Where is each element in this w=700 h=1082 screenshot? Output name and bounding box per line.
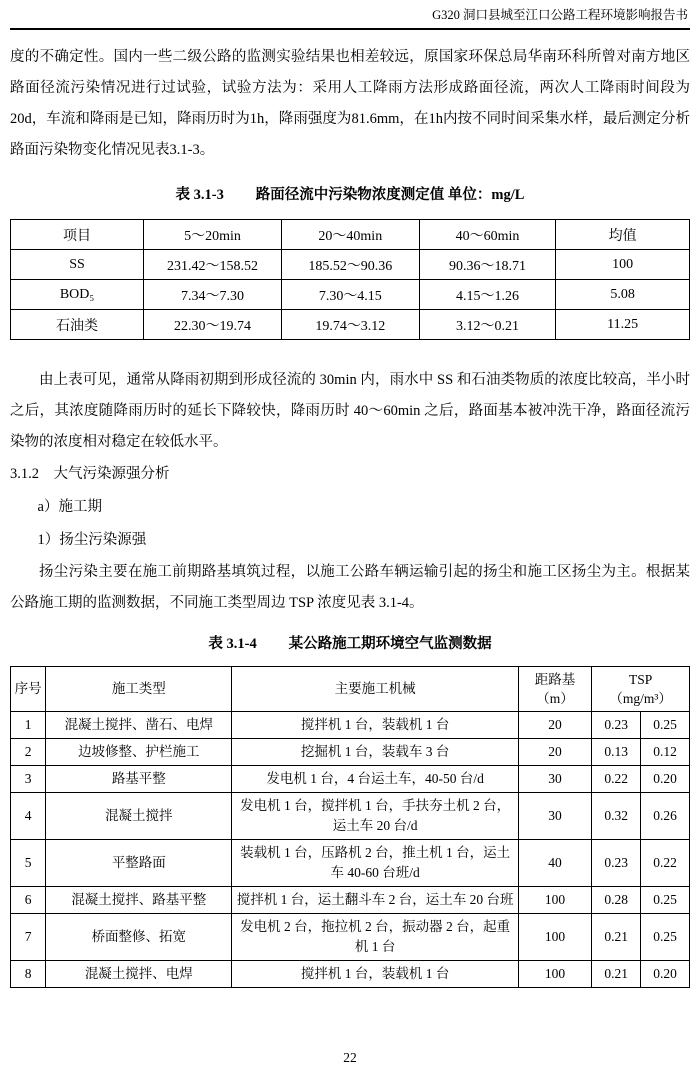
table-row	[11, 250, 690, 280]
paragraph-dust-intro: 扬尘污染主要在施工前期路基填筑过程，以施工公路车辆运输引起的扬尘和施工区扬尘为主。根据某公路施工期的监测数据，不同施工类型周边 TSP 浓度见表 3.1‐4。	[10, 564, 690, 611]
table-cell: 平整路面	[46, 840, 232, 887]
table-cell: 6	[11, 887, 46, 914]
table-row	[11, 887, 690, 914]
runoff-table-caption-label: 表 3.1‐3	[175, 187, 224, 203]
table-row	[11, 310, 690, 340]
table-cell: 0.23	[592, 840, 641, 887]
table-row	[11, 914, 690, 961]
air-table-caption-title: 某公路施工期环境空气监测数据	[288, 636, 492, 652]
table-row	[11, 961, 690, 988]
table-row	[11, 739, 690, 766]
runoff-table-header-row	[11, 220, 690, 250]
table-cell: 混凝土搅拌、电焊	[46, 961, 232, 988]
table-cell: 30	[518, 793, 591, 840]
table-cell: SS	[11, 250, 144, 280]
table-cell: 边坡修整、护栏施工	[46, 739, 232, 766]
table-cell: 桥面整修、拓宽	[46, 914, 232, 961]
table-cell: 7	[11, 914, 46, 961]
table-cell: 20	[518, 712, 591, 739]
table-row	[11, 280, 690, 310]
table-cell: 100	[518, 961, 591, 988]
air-header-construction-type: 施工类型	[46, 667, 232, 712]
table-cell: 40	[518, 840, 591, 887]
table-cell: 0.26	[641, 793, 690, 840]
table-cell: 发电机 1 台，4 台运土车，40-50 台/d	[232, 766, 519, 793]
table-cell: 7.30～4.15	[281, 280, 419, 310]
table-cell: 30	[518, 766, 591, 793]
table-cell: 100	[556, 250, 690, 280]
table-cell: 0.21	[592, 914, 641, 961]
runoff-header-item: 项目	[11, 220, 144, 250]
table-cell: 石油类	[11, 310, 144, 340]
table-row	[11, 840, 690, 887]
table-cell: 100	[518, 914, 591, 961]
table-cell: 90.36～18.71	[419, 250, 555, 280]
air-header-distance-line1: 距路基	[534, 672, 576, 687]
table-cell: 231.42～158.52	[144, 250, 282, 280]
paragraph-runoff-intro: 度的不确定性。国内一些二级公路的监测实验结果也相差较远，原国家环保总局华南环科所曾对南方地区路面径流污染情况进行过试验，试验方法为：采用人工降雨方法形成路面径流，两次人工降雨时间段为20d，车流和降雨是已知，降雨历时为1h，降雨强度为81.6mm，在1h内按不同时间采集水样，最后测定分析路面污染物变化情况见表3.1‐3。	[10, 49, 690, 158]
table-cell: 22.30～19.74	[144, 310, 282, 340]
table-row	[11, 712, 690, 739]
table-cell: 100	[518, 887, 591, 914]
table-cell: 1	[11, 712, 46, 739]
table-cell: 路基平整	[46, 766, 232, 793]
air-monitoring-table	[10, 666, 690, 988]
air-header-distance-line2: （m）	[536, 691, 574, 706]
table-cell: 185.52～90.36	[281, 250, 419, 280]
table-cell: 0.22	[592, 766, 641, 793]
table-cell: 0.28	[592, 887, 641, 914]
table-cell: 20	[518, 739, 591, 766]
page-header	[10, 5, 690, 30]
table-cell: 0.25	[641, 712, 690, 739]
runoff-header-5-20min: 5～20min	[144, 220, 282, 250]
table-cell: 混凝土搅拌、凿石、电焊	[46, 712, 232, 739]
table-cell: 0.20	[641, 766, 690, 793]
table-cell: 0.20	[641, 961, 690, 988]
air-header-tsp-line2: （mg/m³）	[609, 691, 672, 706]
table-cell: 3.12～0.21	[419, 310, 555, 340]
table-cell: 2	[11, 739, 46, 766]
table-cell: 发电机 1 台，搅拌机 1 台，手扶夯土机 2 台，运土车 20 台/d	[232, 793, 519, 840]
table-cell: 发电机 2 台，拖拉机 2 台，振动器 2 台，起重机 1 台	[232, 914, 519, 961]
runoff-table-caption-title: 路面径流中污染物浓度测定值 单位：mg/L	[255, 187, 525, 203]
air-table-caption-label: 表 3.1‐4	[208, 636, 257, 652]
runoff-table-caption	[10, 184, 690, 206]
table-cell: BOD₅	[11, 280, 144, 310]
sub-item-a-construction-period: a）施工期	[37, 499, 102, 515]
table-cell: 装载机 1 台，压路机 2 台，推土机 1 台，运土车 40-60 台班/d	[232, 840, 519, 887]
table-cell: 0.32	[592, 793, 641, 840]
air-table-header-row	[11, 667, 690, 712]
air-header-tsp	[592, 667, 690, 712]
table-row	[11, 793, 690, 840]
table-cell: 混凝土搅拌	[46, 793, 232, 840]
page-number: 22	[343, 1050, 357, 1065]
table-cell: 11.25	[556, 310, 690, 340]
table-cell: 4	[11, 793, 46, 840]
table-cell: 0.13	[592, 739, 641, 766]
table-cell: 0.21	[592, 961, 641, 988]
table-cell: 3	[11, 766, 46, 793]
table-row	[11, 766, 690, 793]
table-cell: 搅拌机 1 台，装载机 1 台	[232, 961, 519, 988]
table-cell: 0.12	[641, 739, 690, 766]
table-cell: 7.34～7.30	[144, 280, 282, 310]
table-cell: 挖掘机 1 台，装载车 3 台	[232, 739, 519, 766]
table-cell: 0.25	[641, 914, 690, 961]
runoff-header-20-40min: 20～40min	[281, 220, 419, 250]
air-table-caption	[10, 633, 690, 655]
table-cell: 0.25	[641, 887, 690, 914]
table-cell: 混凝土搅拌、路基平整	[46, 887, 232, 914]
table-cell: 搅拌机 1 台，装载机 1 台	[232, 712, 519, 739]
table-cell: 5.08	[556, 280, 690, 310]
runoff-pollutant-table	[10, 219, 690, 340]
table-cell: 0.22	[641, 840, 690, 887]
air-header-machinery: 主要施工机械	[232, 667, 519, 712]
report-title: G320 洞口县城至江口公路工程环境影响报告书	[432, 8, 688, 22]
paragraph-runoff-analysis: 由上表可见，通常从降雨初期到形成径流的 30min 内，雨水中 SS 和石油类物质的浓度比较高，半小时之后，其浓度随降雨历时的延长下降较快，降雨历时 40～60min 之后，路面基本被冲洗干净，路面径流污染物的浓度相对稳定在较低水平。	[10, 372, 690, 450]
section-heading-3-1-2: 3.1.2 大气污染源强分析	[10, 466, 170, 482]
table-cell: 5	[11, 840, 46, 887]
table-cell: 0.23	[592, 712, 641, 739]
sub-item-1-dust-source: 1）扬尘污染源强	[37, 532, 147, 548]
table-cell: 19.74～3.12	[281, 310, 419, 340]
air-header-distance	[518, 667, 591, 712]
runoff-header-mean: 均值	[556, 220, 690, 250]
runoff-header-40-60min: 40～60min	[419, 220, 555, 250]
table-cell: 搅拌机 1 台，运土翻斗车 2 台，运土车 20 台班	[232, 887, 519, 914]
air-header-no: 序号	[11, 667, 46, 712]
table-cell: 8	[11, 961, 46, 988]
air-header-tsp-line1: TSP	[628, 672, 653, 687]
table-cell: 4.15～1.26	[419, 280, 555, 310]
